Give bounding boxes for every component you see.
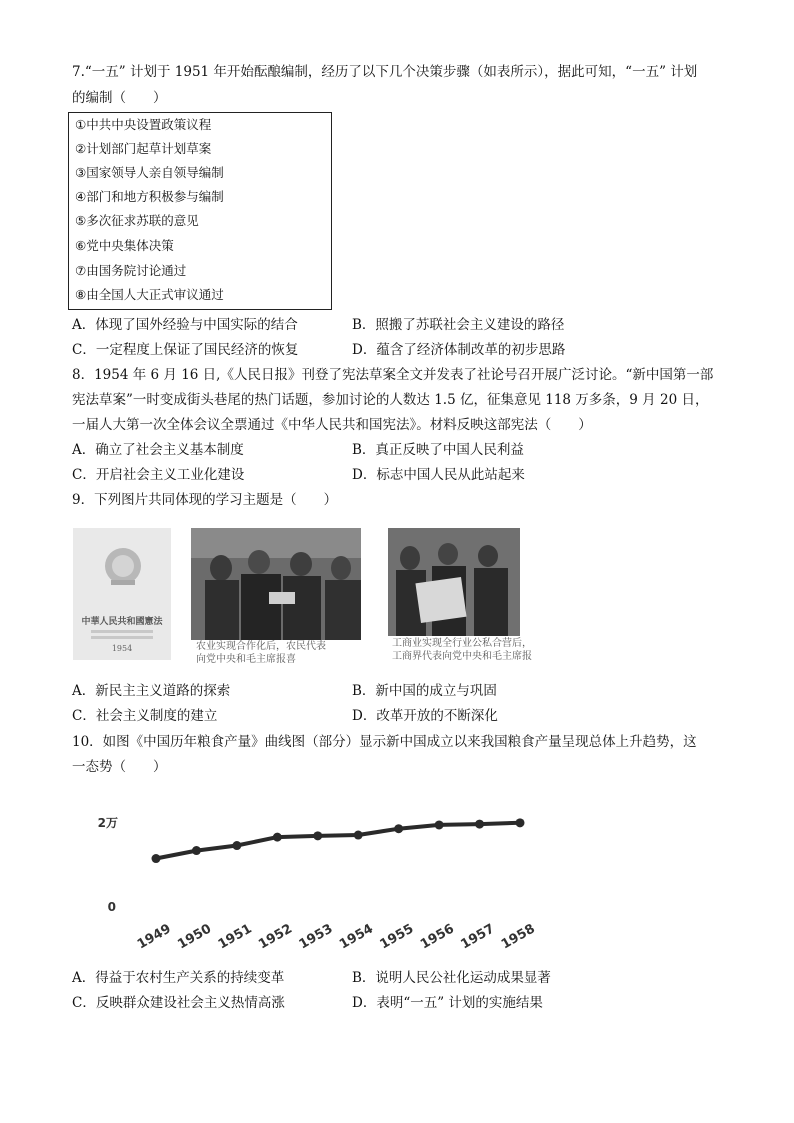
q7-step: ⑧由全国人大正式审议通过 [75, 287, 224, 302]
x-tick-label: 1957 [458, 921, 498, 953]
q8-option-a[interactable]: A．确立了社会主义基本制度 [72, 442, 244, 458]
q9-option-d[interactable]: D．改革开放的不断深化 [352, 708, 498, 724]
data-point [394, 824, 403, 833]
q8-stem-line2: 宪法草案”一时变成街头巷尾的热门话题，参加讨论的人数达 1.5 亿，征集意见 118 万多条，9 月 20 日， [72, 392, 709, 408]
q7-step: ⑦由国务院讨论通过 [75, 263, 187, 278]
data-point [313, 831, 322, 840]
q8-option-d[interactable]: D．标志中国人民从此站起来 [352, 467, 525, 483]
q8-option-c[interactable]: C．开启社会主义工业化建设 [72, 467, 245, 483]
x-tick-label: 1958 [498, 921, 538, 953]
q10-option-a[interactable]: A．得益于农村生产关系的持续变革 [72, 970, 285, 986]
photo3-caption-line1: 工商业实现全行业公私合营后， [392, 638, 532, 649]
y-tick-label: 0 [107, 900, 116, 914]
x-tick-label: 1949 [134, 921, 174, 953]
q10-stem-line2: 一态势（ ） [72, 759, 167, 775]
q9-option-b[interactable]: B．新中国的成立与巩固 [352, 683, 497, 699]
data-point [354, 831, 363, 840]
q9-option-c[interactable]: C．社会主义制度的建立 [72, 708, 218, 724]
x-tick-label: 1951 [215, 921, 255, 953]
data-point [475, 820, 484, 829]
q7-step: ②计划部门起草计划草案 [75, 141, 212, 156]
x-tick-label: 1952 [256, 921, 296, 953]
q8-option-b[interactable]: B．真正反映了中国人民利益 [352, 442, 524, 458]
q7-option-d[interactable]: D．蕴含了经济体制改革的初步思路 [352, 342, 566, 358]
x-tick-label: 1955 [377, 921, 417, 953]
farmers-reporting-photo [191, 528, 361, 640]
x-tick-label: 1950 [175, 921, 215, 953]
merchants-reporting-photo [388, 528, 520, 636]
photo3-caption-line2: 工商界代表向党中央和毛主席报 [392, 651, 532, 662]
data-point [192, 846, 201, 855]
q7-option-c[interactable]: C．一定程度上保证了国民经济的恢复 [72, 342, 299, 358]
q7-step: ④部门和地方积极参与编制 [75, 189, 224, 204]
data-point [435, 820, 444, 829]
data-point [232, 841, 241, 850]
photo2-caption-line2: 向党中央和毛主席报喜 [196, 654, 296, 665]
x-tick-label: 1953 [296, 921, 336, 953]
constitution-cover-photo [73, 528, 171, 660]
q7-option-a[interactable]: A．体现了国外经验与中国实际的结合 [72, 317, 298, 333]
y-tick-label: 2万 [97, 816, 118, 830]
q7-stem-line2: 的编制（ ） [72, 90, 167, 106]
q10-option-d[interactable]: D．表明“一五” 计划的实施结果 [352, 995, 543, 1011]
x-tick-label: 1954 [337, 921, 376, 953]
q8-stem-line1: 8．1954 年 6 月 16 日,《人民日报》刊登了宪法草案全文并发表了社论号召开展广泛讨论。“新中国第一部 [72, 367, 714, 383]
data-point [152, 854, 161, 863]
q9-option-a[interactable]: A．新民主主义道路的探索 [72, 683, 231, 699]
q10-option-c[interactable]: C．反映群众建设社会主义热情高涨 [72, 995, 285, 1011]
constitution-title: 中華人民共和國憲法 [81, 617, 163, 627]
data-point [516, 818, 525, 827]
q10-option-b[interactable]: B．说明人民公社化运动成果显著 [352, 970, 551, 986]
grain-output-line-chart [82, 800, 542, 960]
emblem-icon [73, 528, 171, 660]
q7-step: ①中共中央设置政策议程 [75, 117, 212, 132]
x-tick-label: 1956 [417, 921, 457, 953]
q9-stem: 9．下列图片共同体现的学习主题是（ ） [72, 492, 338, 508]
series-line [156, 823, 520, 859]
data-point [273, 833, 282, 842]
q7-step: ⑥党中央集体决策 [75, 238, 174, 253]
constitution-year: 1954 [111, 644, 133, 653]
q10-stem-line1: 10．如图《中国历年粮食产量》曲线图（部分）显示新中国成立以来我国粮食产量呈现总体上升趋势，这 [72, 734, 697, 750]
q7-step: ⑤多次征求苏联的意见 [75, 213, 199, 228]
q7-steps-table [68, 112, 332, 310]
q7-stem-line1: 7.“一五” 计划于 1951 年开始酝酿编制，经历了以下几个决策步骤（如表所示），据此可知，“一五” 计划 [72, 64, 698, 80]
q7-step: ③国家领导人亲自领导编制 [75, 165, 224, 180]
photo2-caption-line1: 农业实现合作化后，农民代表 [196, 641, 326, 652]
q7-option-b[interactable]: B．照搬了苏联社会主义建设的路径 [352, 317, 565, 333]
q8-stem-line3: 一届人大第一次全体会议全票通过《中华人民共和国宪法》。材料反映这部宪法（ ） [72, 417, 592, 433]
